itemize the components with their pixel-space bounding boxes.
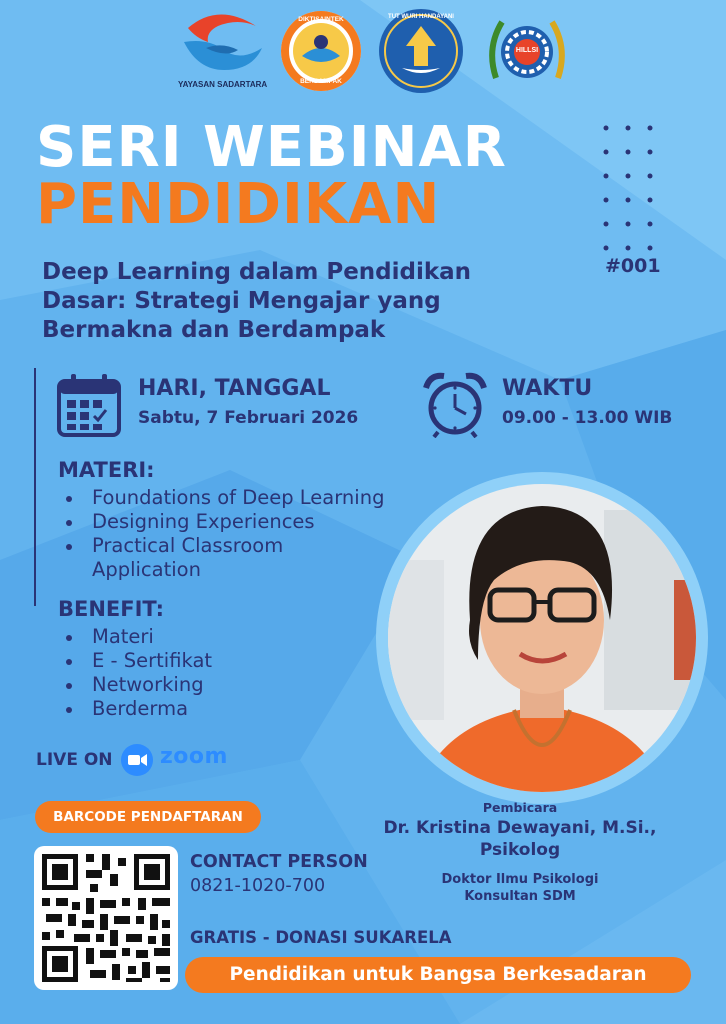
date-value: Sabtu, 7 Februari 2026 [138,408,359,428]
zoom-icon [121,744,153,776]
benefit-item: Materi [58,625,318,649]
series-number: #001 [605,255,661,277]
hillsi-logo [484,8,570,94]
benefit-list [58,625,318,721]
barcode-registration-pill: BARCODE PENDAFTARAN [35,801,261,833]
speaker-role: Pembicara [482,800,558,815]
title-line-1: SERI WEBINAR [36,115,507,180]
time-value: 09.00 - 13.00 WIB [502,408,673,428]
diktisaintek-logo-top-text: DIKTISAINTEK [298,16,344,23]
yayasan-sadartara-logo [178,8,268,88]
date-label: HARI, TANGGAL [138,376,331,401]
speaker-description-1: Doktor Ilmu Psikologi [441,872,599,887]
hillsi-logo-text: HILLSI [515,47,539,54]
benefit-item: Networking [58,673,318,697]
speaker-photo [374,470,710,806]
dot-grid-decoration [600,124,660,264]
left-accent-line [34,368,36,606]
calendar-icon [56,372,122,438]
zoom-platform-label: zoom [160,744,228,769]
speaker-description-2: Konsultan SDM [464,889,576,904]
materi-item: Practical Classroom Application [58,534,322,582]
materi-item: Designing Experiences [58,510,438,534]
alarm-clock-icon [422,370,488,438]
tut-wuri-handayani-logo [378,8,464,94]
live-on-label: LIVE ON [36,750,113,770]
tagline-pill: Pendidikan untuk Bangsa Berkesadaran [185,957,691,993]
materi-heading: MATERI: [58,458,155,482]
materi-item: Foundations of Deep Learning [58,486,438,510]
diktisaintek-logo-bottom-text: BERDAMPAK [300,78,342,85]
benefit-heading: BENEFIT: [58,597,165,621]
benefit-item: E - Sertifikat [58,649,318,673]
contact-phone[interactable]: 0821-1020-700 [190,876,326,896]
title-line-2: PENDIDIKAN [36,172,441,237]
time-label: WAKTU [502,376,593,401]
benefit-item: Berderma [58,697,318,721]
fee-info: GRATIS - DONASI SUKARELA [190,928,452,947]
speaker-name: Dr. Kristina Dewayani, M.Si., Psikolog [383,818,657,860]
webinar-subtitle: Deep Learning dalam Pendidikan Dasar: Strategi Mengajar yang Bermakna dan Berdampak [42,259,472,343]
tut-wuri-logo-text: TUT WURI HANDAYANI [388,14,454,20]
speaker-info [380,800,660,905]
yayasan-logo-text: YAYASAN SADARTARA [178,80,268,89]
registration-qr-code[interactable] [34,846,178,990]
diktisaintek-logo [280,10,362,92]
contact-person-heading: CONTACT PERSON [190,852,368,872]
